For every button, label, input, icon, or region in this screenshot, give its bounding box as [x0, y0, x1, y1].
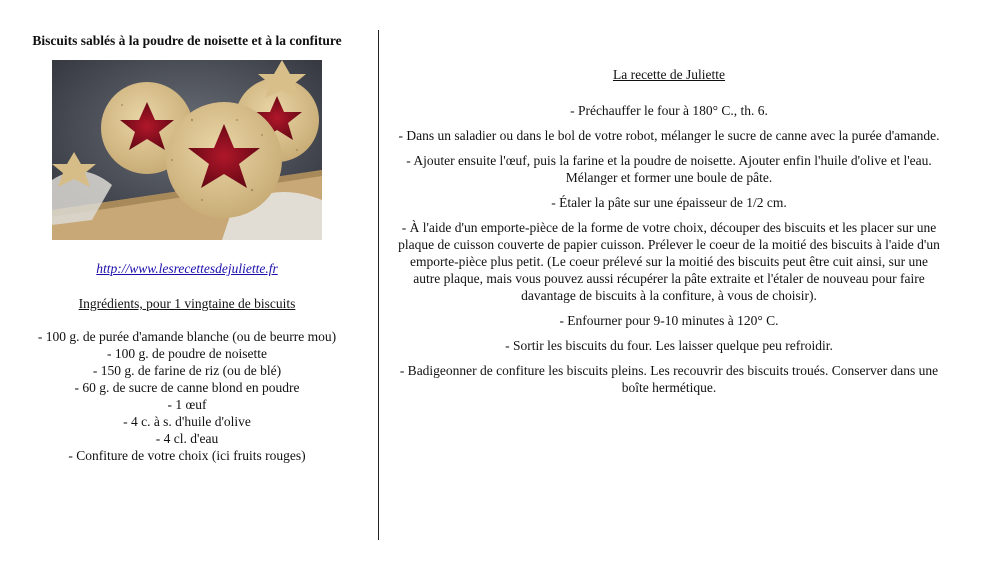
right-column: [398, 66, 940, 404]
source-link[interactable]: http://www.lesrecettesdejuliette.fr: [96, 261, 278, 276]
ingredient-item: - 4 c. à s. d'huile d'olive: [123, 414, 251, 429]
ingredient-item: - 4 cl. d'eau: [155, 431, 219, 446]
ingredient-item: - 60 g. de sucre de canne blond en poudre: [74, 380, 300, 395]
ingredients-list: [22, 328, 352, 464]
ingredient-item: - Confiture de votre choix (ici fruits rouges): [68, 448, 306, 463]
ingredient-item: - 1 œuf: [167, 397, 207, 412]
recipe-title: Biscuits sablés à la poudre de noisette et à la confiture: [32, 33, 342, 48]
ingredient-item: - 100 g. de poudre de noisette: [106, 346, 268, 361]
biscuits-photo: [52, 60, 322, 240]
recipe-step: - À l'aide d'un emporte-pièce de la forme de votre choix, découper des biscuits et les placer sur une plaque de cuisson couverte de papier cuisson. Prélever le coeur de la moitié des biscuits à l'aide d'un emporte-pièce plus petit. (Le coeur prélevé sur la moitié des biscuits peut être cuit ainsi, sur une autre plaque, mais vous pouvez aussi récupérer la pâte extraite et l'étaler de nouveau pour faire davantage de biscuits à la confiture, à vous de choisir).: [398, 220, 940, 303]
recipe-step: - Préchauffer le four à 180° C., th. 6.: [570, 103, 768, 118]
recipe-step: - Dans un saladier ou dans le bol de votre robot, mélanger le sucre de canne avec la purée d'amande.: [398, 128, 940, 143]
recipe-step: - Ajouter ensuite l'œuf, puis la farine et la poudre de noisette. Ajouter enfin l'huile d'olive et l'eau. Mélanger et former une boule de pâte.: [406, 153, 932, 185]
recipe-step: - Badigeonner de confiture les biscuits pleins. Les recouvrir des biscuits troués. Conserver dans une boîte hermétique.: [399, 363, 939, 395]
left-column: [22, 32, 352, 464]
ingredient-item: - 150 g. de farine de riz (ou de blé): [92, 363, 282, 378]
recipe-step: - Enfourner pour 9-10 minutes à 120° C.: [559, 313, 779, 328]
recipe-step: - Sortir les biscuits du four. Les laisser quelque peu refroidir.: [505, 338, 833, 353]
recipe-step: - Étaler la pâte sur une épaisseur de 1/2 cm.: [551, 195, 787, 210]
column-divider: [378, 30, 379, 540]
recipe-steps: [398, 102, 940, 396]
ingredient-item: - 100 g. de purée d'amande blanche (ou de beurre mou): [37, 329, 337, 344]
recipe-heading: La recette de Juliette: [612, 67, 726, 82]
ingredients-heading: Ingrédients, pour 1 vingtaine de biscuits: [78, 296, 296, 311]
